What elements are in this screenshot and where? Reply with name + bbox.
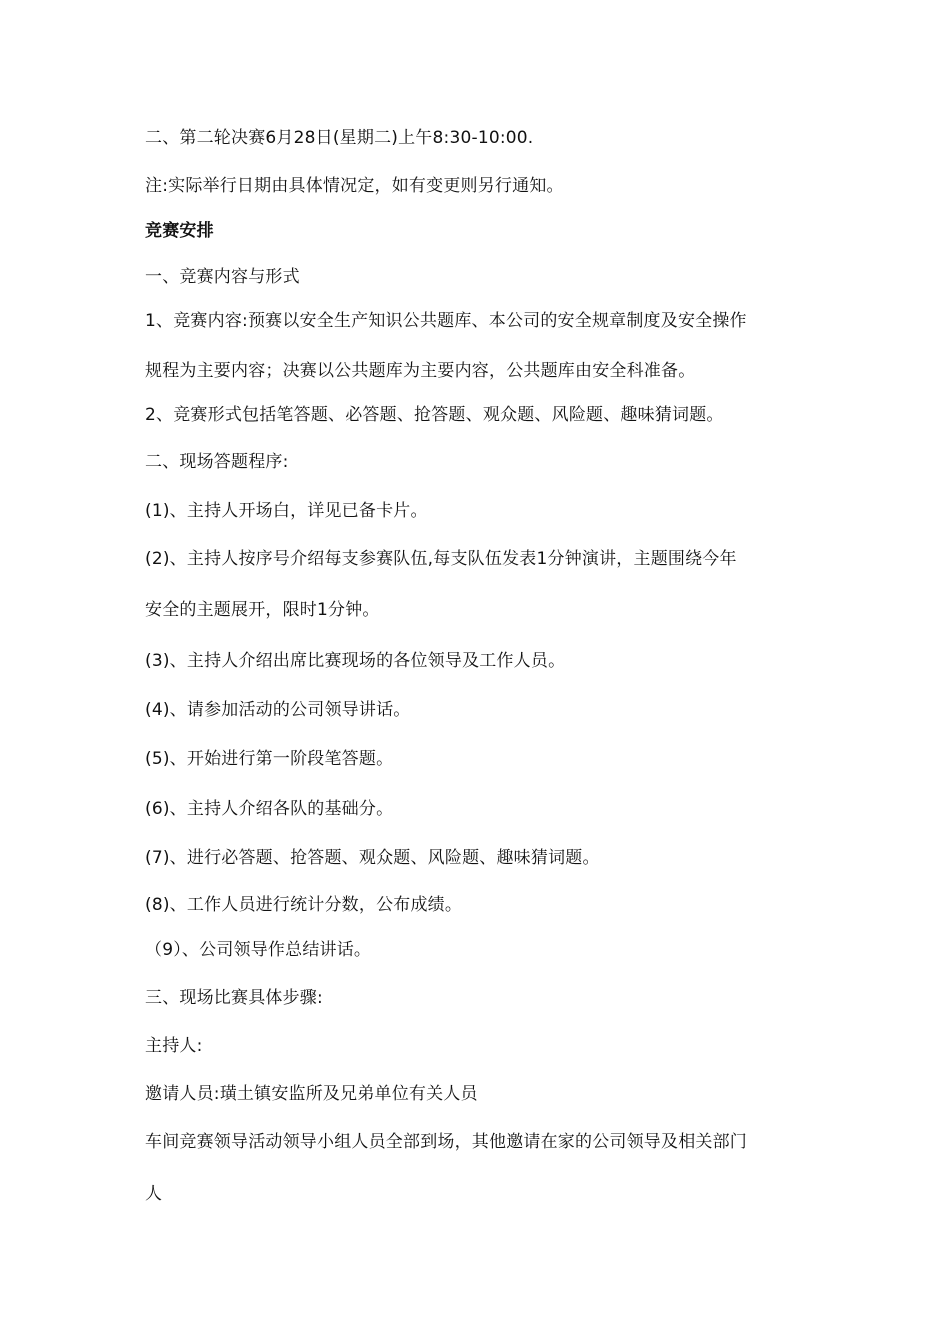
subheading-specific-steps: 三、现场比赛具体步骤:: [145, 988, 323, 1008]
section-heading-competition-arrangement: 竞赛安排: [145, 221, 214, 241]
procedure-step-5: (5)、开始进行第一阶段笔答题。: [145, 749, 394, 769]
date-note-line: 注:实际举行日期由具体情况定，如有变更则另行通知。: [145, 176, 564, 196]
procedure-step-2-line-1: (2)、主持人按序号介绍每支参赛队伍,每支队伍发表1分钟演讲，主题围绕今年: [145, 549, 737, 569]
attendance-line-1: 车间竞赛领导活动领导小组人员全部到场，其他邀请在家的公司领导及相关部门: [145, 1132, 747, 1152]
attendance-line-2: 人: [145, 1184, 163, 1204]
procedure-step-9: （9）、公司领导作总结讲话。: [145, 940, 372, 960]
subheading-content-and-format: 一、竞赛内容与形式: [145, 267, 300, 287]
procedure-step-3: (3)、主持人介绍出席比赛现场的各位领导及工作人员。: [145, 651, 566, 671]
procedure-step-1: (1)、主持人开场白，详见已备卡片。: [145, 501, 428, 521]
final-round-schedule-line: 二、第二轮决赛6月28日(星期二)上午8:30-10:00.: [145, 128, 534, 148]
invited-guests-line: 邀请人员:璜土镇安监所及兄弟单位有关人员: [145, 1084, 478, 1104]
procedure-step-4: (4)、请参加活动的公司领导讲话。: [145, 700, 411, 720]
procedure-step-8: (8)、工作人员进行统计分数，公布成绩。: [145, 895, 463, 915]
procedure-step-7: (7)、进行必答题、抢答题、观众题、风险题、趣味猜词题。: [145, 848, 600, 868]
procedure-step-6: (6)、主持人介绍各队的基础分。: [145, 799, 394, 819]
procedure-step-2-line-2: 安全的主题展开，限时1分钟。: [145, 600, 380, 620]
content-paragraph-line-1: 1、竞赛内容:预赛以安全生产知识公共题库、本公司的安全规章制度及安全操作: [145, 311, 747, 331]
subheading-onsite-procedure: 二、现场答题程序:: [145, 452, 289, 472]
format-paragraph-line: 2、竞赛形式包括笔答题、必答题、抢答题、观众题、风险题、趣味猜词题。: [145, 405, 724, 425]
content-paragraph-line-2: 规程为主要内容；决赛以公共题库为主要内容，公共题库由安全科准备。: [145, 361, 696, 381]
host-line: 主持人:: [145, 1036, 203, 1056]
